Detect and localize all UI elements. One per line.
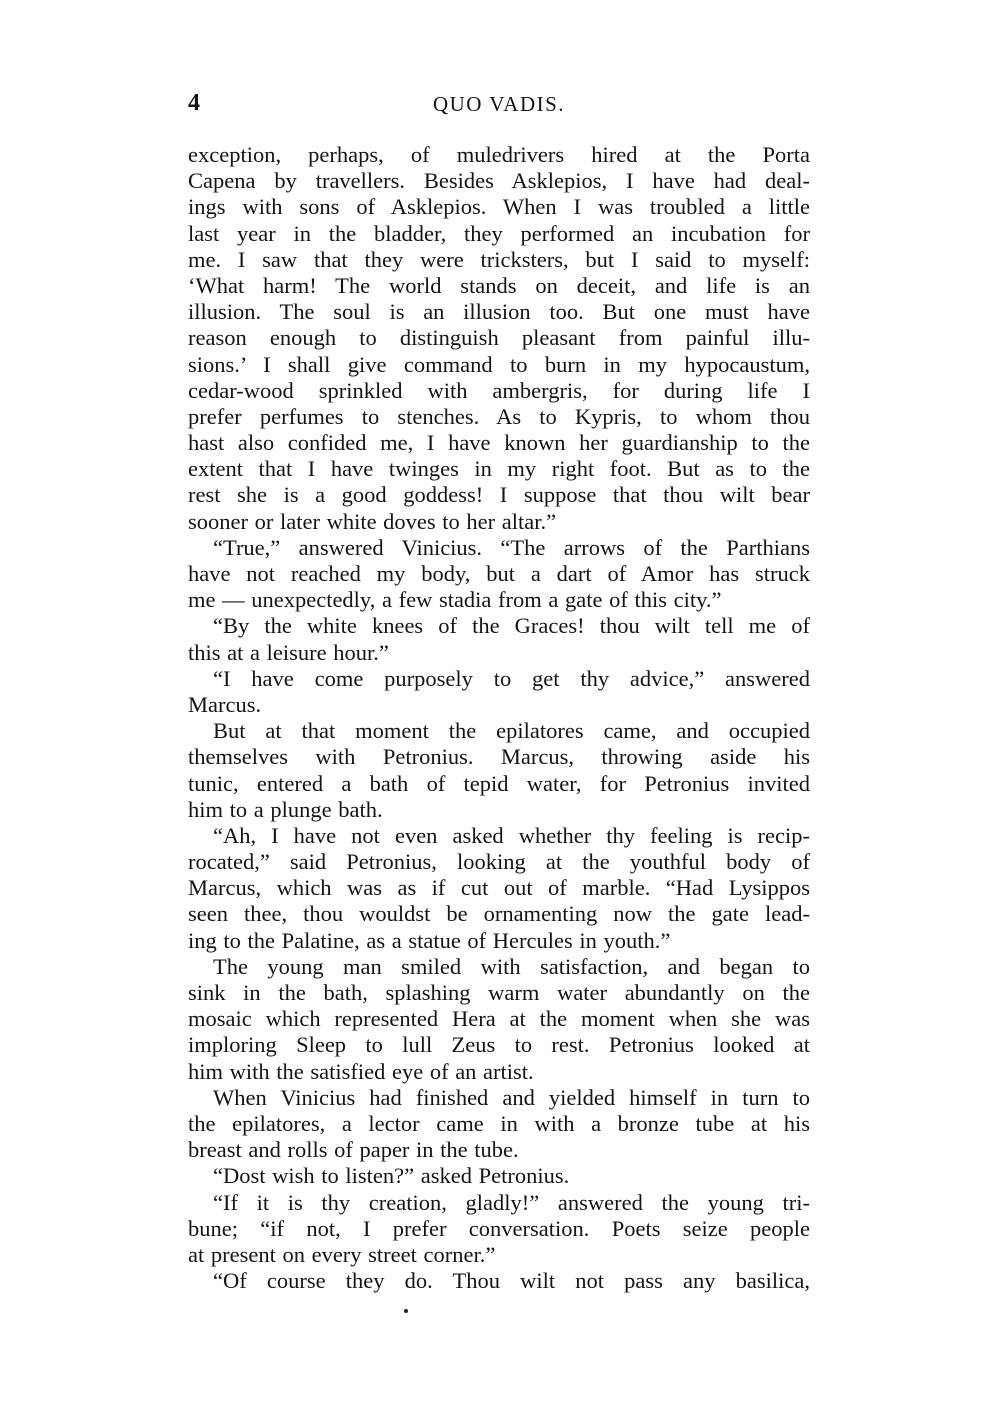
text-line: mosaic which represented Hera at the moment when she was xyxy=(188,1006,810,1032)
text-line: reason enough to distinguish pleasant from painful illu- xyxy=(188,325,810,351)
running-title: QUO VADIS. xyxy=(432,92,566,116)
text-line: sink in the bath, splashing warm water abundantly on the xyxy=(188,980,810,1005)
text-line: seen thee, thou wouldst be ornamenting now the gate lead- xyxy=(188,901,810,927)
text-line: ings with sons of Asklepios. When I was troubled a little xyxy=(188,194,810,220)
text-line: “I have come purposely to get thy advice,” answered xyxy=(213,665,810,691)
page-number: 4 xyxy=(188,90,200,116)
text-line: “Ah, I have not even asked whether thy feeling is recip- xyxy=(213,822,810,848)
text-line: extent that I have twinges in my right foot. But as to the xyxy=(188,456,810,482)
text-line: “If it is thy creation, gladly!” answered the young tri- xyxy=(213,1189,810,1215)
text-line: rest she is a good goddess! I suppose that thou wilt bear xyxy=(188,482,810,508)
text-line: breast and rolls of paper in the tube. xyxy=(188,1137,519,1163)
text-line: When Vinicius had finished and yielded himself in turn to xyxy=(213,1084,810,1110)
text-line: prefer perfumes to stenches. As to Kypris, to whom thou xyxy=(188,403,810,429)
text-line: have not reached my body, but a dart of Amor has struck xyxy=(188,561,810,586)
text-line: sooner or later white doves to her altar.” xyxy=(188,508,557,534)
text-line: exception, perhaps, of muledrivers hired at the Porta xyxy=(188,142,810,167)
text-line: at present on every street corner.” xyxy=(188,1241,496,1267)
text-line: me. I saw that they were tricksters, but I said to myself: xyxy=(188,246,810,272)
text-line: illusion. The soul is an illusion too. But one must have xyxy=(188,299,810,325)
text-line: “Dost wish to listen?” asked Petronius. xyxy=(213,1163,570,1189)
text-line: cedar-wood sprinkled with ambergris, for during life I xyxy=(188,377,810,403)
text-line: him with the satisfied eye of an artist. xyxy=(188,1058,534,1084)
text-line: Marcus. xyxy=(188,691,262,717)
running-head xyxy=(188,90,810,120)
text-line: Marcus, which was as if cut out of marble. “Had Lysippos xyxy=(188,875,810,901)
text-line: the epilatores, a lector came in with a bronze tube at his xyxy=(188,1110,810,1136)
text-line: me — unexpectedly, a few stadia from a gate of this city.” xyxy=(188,587,722,613)
text-line: The young man smiled with satisfaction, and began to xyxy=(213,953,810,979)
text-line: Capena by travellers. Besides Asklepios, I have had deal- xyxy=(188,168,810,194)
text-line: ing to the Palatine, as a statue of Hercules in youth.” xyxy=(188,927,671,953)
text-line: But at that moment the epilatores came, and occupied xyxy=(213,718,810,744)
text-line: last year in the bladder, they performed an incubation for xyxy=(188,220,810,246)
text-line: rocated,” said Petronius, looking at the youthful body of xyxy=(188,849,810,875)
text-line: “Of course they do. Thou wilt not pass any basilica, xyxy=(213,1268,810,1294)
body-text xyxy=(188,142,810,1294)
text-line: imploring Sleep to lull Zeus to rest. Petronius looked at xyxy=(188,1032,810,1058)
text-line: “By the white knees of the Graces! thou wilt tell me of xyxy=(213,613,810,639)
text-line: bune; “if not, I prefer conversation. Poets seize people xyxy=(188,1215,810,1241)
text-line: tunic, entered a bath of tepid water, for Petronius invited xyxy=(188,770,810,796)
text-line: this at a leisure hour.” xyxy=(188,639,389,665)
ink-speck xyxy=(404,1309,408,1313)
text-line: ‘What harm! The world stands on deceit, and life is an xyxy=(188,272,810,298)
text-line: themselves with Petronius. Marcus, throwing aside his xyxy=(188,744,810,770)
text-line: “True,” answered Vinicius. “The arrows of the Parthians xyxy=(213,534,810,560)
text-line: hast also confided me, I have known her guardianship to the xyxy=(188,430,810,456)
text-line: sions.’ I shall give command to burn in my hypocaustum, xyxy=(188,351,810,377)
text-line: him to a plunge bath. xyxy=(188,796,383,822)
